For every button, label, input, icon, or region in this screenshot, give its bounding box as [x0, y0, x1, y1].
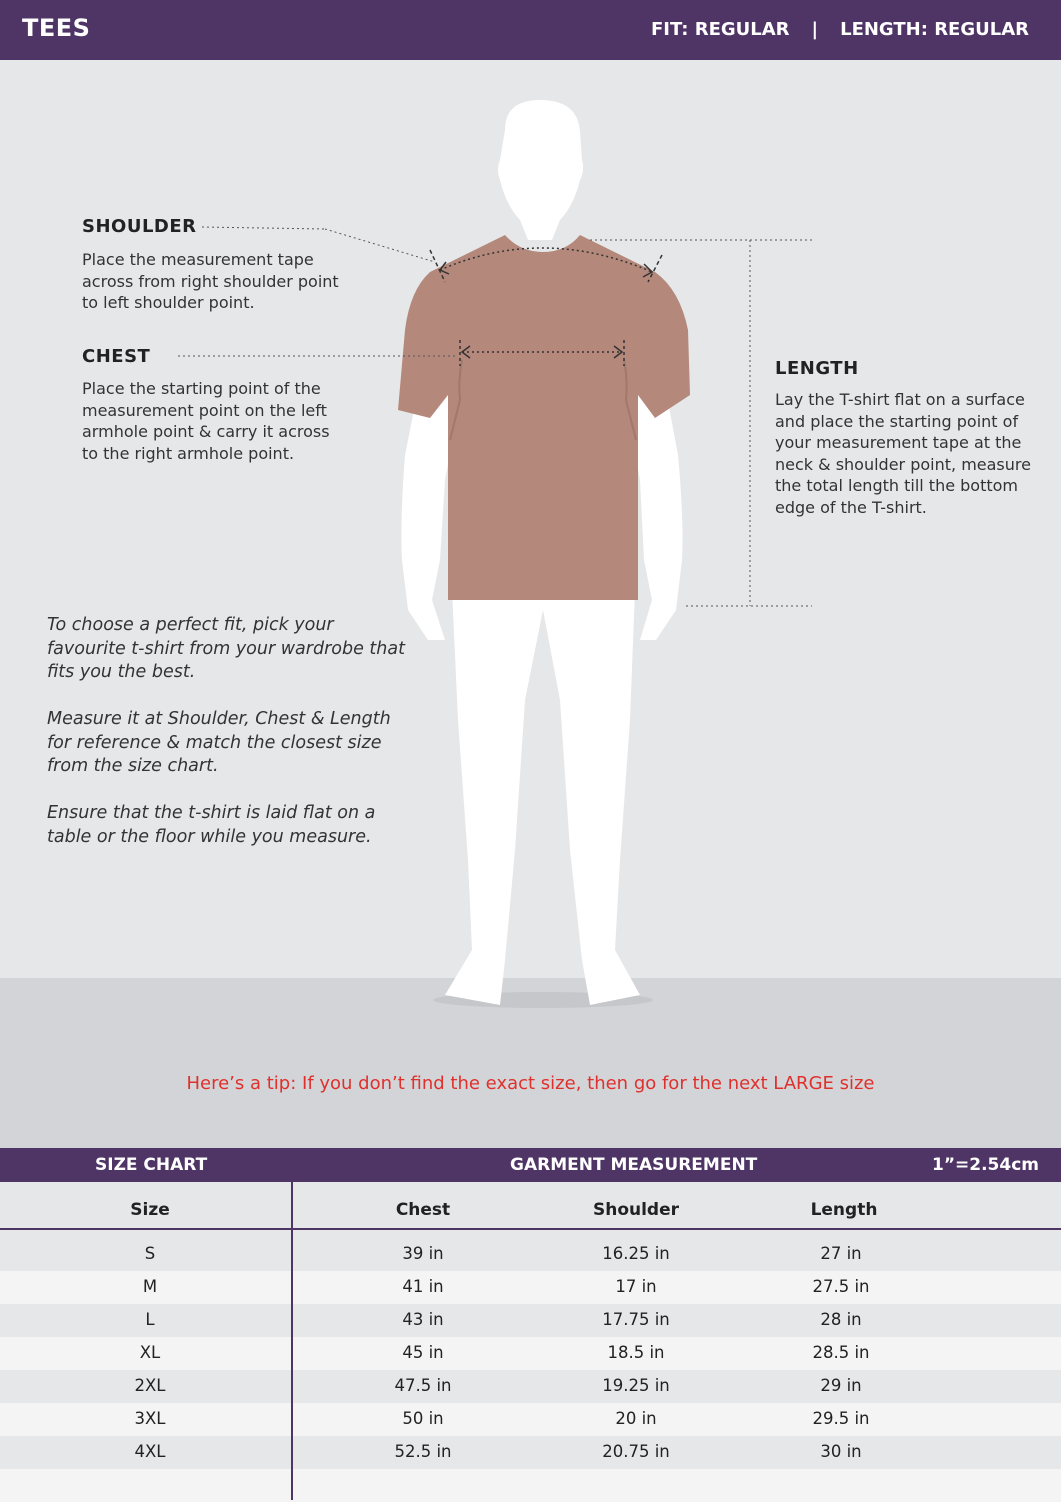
- garment-measurement-title: GARMENT MEASUREMENT: [510, 1155, 758, 1175]
- cell-shoulder: 20.75 in: [602, 1442, 670, 1461]
- length-description: Lay the T-shirt flat on a surface and place the starting point of your measurement tape at the neck & shoulder point, measure the total length till the bottom edge of the T-shirt.: [775, 390, 1031, 517]
- cell-chest: 43 in: [402, 1310, 444, 1329]
- chest-description: Place the starting point of the measurement point on the left armhole point & carry it across to the right armhole point.: [82, 379, 330, 463]
- size-chart-title: SIZE CHART: [95, 1155, 208, 1175]
- cell-shoulder: 17.75 in: [602, 1310, 670, 1329]
- fit-label: FIT: REGULAR: [650, 19, 790, 40]
- cell-size: 2XL: [134, 1376, 166, 1395]
- table-row: [0, 1436, 1061, 1469]
- cell-chest: 45 in: [402, 1343, 444, 1362]
- cell-length: 27.5 in: [812, 1277, 870, 1296]
- cell-shoulder: 17 in: [615, 1277, 657, 1296]
- cell-size: 3XL: [134, 1409, 166, 1428]
- cell-chest: 41 in: [402, 1277, 444, 1296]
- cell-size: 4XL: [134, 1442, 166, 1461]
- cell-length: 28.5 in: [812, 1343, 870, 1362]
- cell-length: 29 in: [820, 1376, 862, 1395]
- cell-chest: 52.5 in: [394, 1442, 452, 1461]
- cell-size: XL: [139, 1343, 161, 1362]
- cell-size: S: [144, 1244, 156, 1263]
- chest-title: CHEST: [82, 346, 151, 367]
- shoulder-title: SHOULDER: [82, 216, 197, 237]
- cell-size: M: [142, 1277, 158, 1296]
- column-header-length: Length: [810, 1200, 878, 1220]
- column-header-chest: Chest: [395, 1200, 451, 1220]
- cell-length: 27 in: [820, 1244, 862, 1263]
- brand-title: TEES: [22, 14, 91, 42]
- header-divider: [0, 1228, 1061, 1230]
- conversion-note: 1”=2.54cm: [932, 1155, 1039, 1175]
- column-header-shoulder: Shoulder: [592, 1200, 680, 1220]
- table-row: [0, 1271, 1061, 1304]
- advice-paragraph: To choose a perfect fit, pick your favourite t-shirt from your wardrobe that fits you the best.: [47, 615, 405, 682]
- cell-shoulder: 18.5 in: [607, 1343, 665, 1362]
- cell-length: 28 in: [820, 1310, 862, 1329]
- cell-shoulder: 16.25 in: [602, 1244, 670, 1263]
- cell-chest: 47.5 in: [394, 1376, 452, 1395]
- table-row: [0, 1370, 1061, 1403]
- column-header-size: Size: [130, 1200, 170, 1220]
- advice-paragraph: Measure it at Shoulder, Chest & Length for reference & match the closest size from the size chart.: [47, 709, 391, 776]
- column-divider: [291, 1182, 293, 1500]
- cell-chest: 39 in: [402, 1244, 444, 1263]
- table-row: [0, 1337, 1061, 1370]
- fit-separator: |: [811, 19, 819, 40]
- length-title: LENGTH: [775, 358, 859, 379]
- cell-chest: 50 in: [402, 1409, 444, 1428]
- table-row: [0, 1403, 1061, 1436]
- size-chart-table: [0, 1182, 1061, 1500]
- size-tip: Here’s a tip: If you don’t find the exact size, then go for the next LARGE size: [186, 1073, 875, 1094]
- size-chart-header: [0, 1148, 1061, 1182]
- length-label: LENGTH: REGULAR: [840, 19, 1029, 40]
- cell-shoulder: 20 in: [615, 1409, 657, 1428]
- cell-length: 29.5 in: [812, 1409, 870, 1428]
- table-row: [0, 1238, 1061, 1271]
- cell-size: L: [145, 1310, 155, 1329]
- advice-paragraph: Ensure that the t-shirt is laid flat on a table or the floor while you measure.: [47, 803, 376, 847]
- table-row: [0, 1304, 1061, 1337]
- table-row-empty: [0, 1469, 1061, 1502]
- cell-length: 30 in: [820, 1442, 862, 1461]
- shoulder-description: Place the measurement tape across from right shoulder point to left shoulder point.: [82, 250, 339, 312]
- cell-shoulder: 19.25 in: [602, 1376, 670, 1395]
